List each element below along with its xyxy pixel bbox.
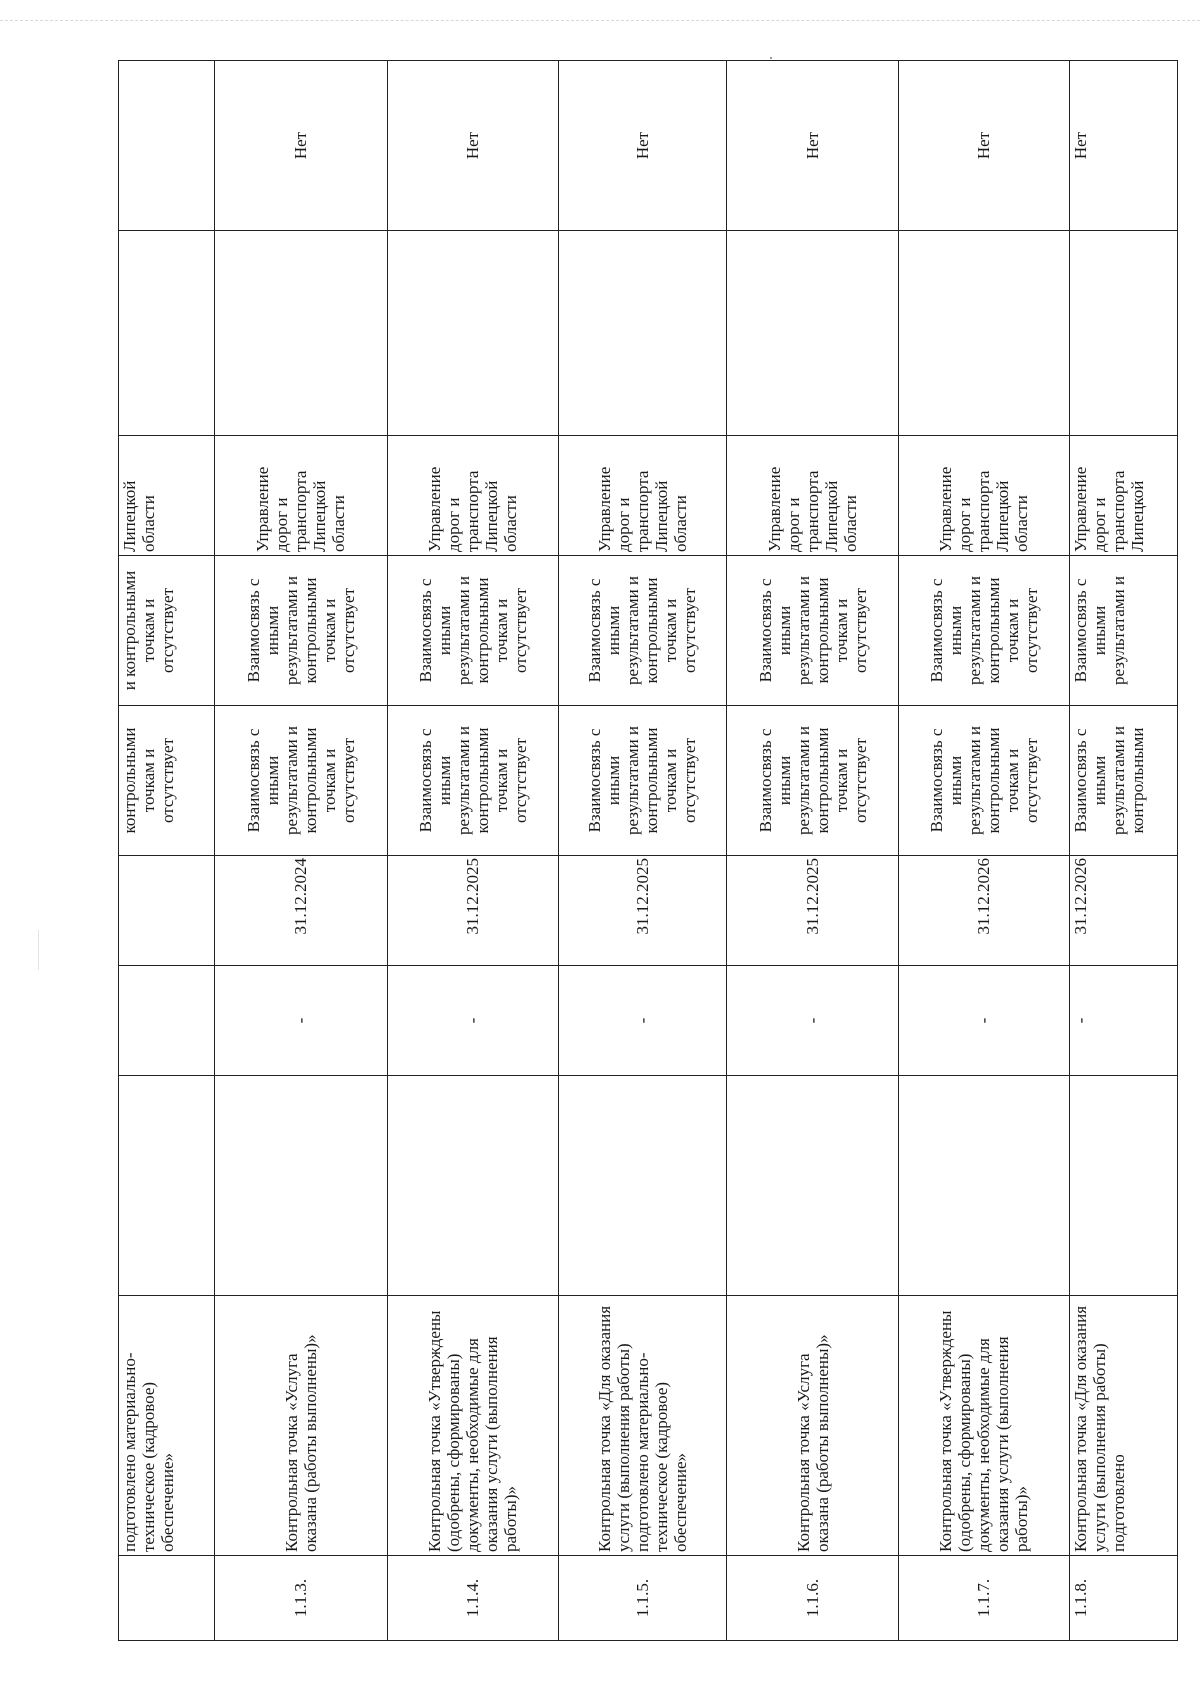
- table-cell-num: 1.1.8.: [1069, 1556, 1177, 1641]
- table-cell-base-value: [1069, 1076, 1177, 1296]
- table-cell-info-system: Нет: [558, 61, 727, 231]
- table-cell-doc: [1069, 231, 1177, 436]
- table-row: [1069, 61, 1177, 1641]
- table-row-continued: [119, 61, 215, 1641]
- table-cell-name: Контрольная точка «Услуга оказана (работы выполнены)»: [214, 1296, 387, 1556]
- table-cell-info-system: Нет: [727, 61, 899, 231]
- table-row: [727, 61, 899, 1641]
- table-cell-info-system: Нет: [387, 61, 558, 231]
- table-cell-link-next: Взаимосвязь с иными результатами и контрольными точкам и отсутствует: [899, 556, 1070, 706]
- table-cell-name: Контрольная точка «Утверждены (одобрены, сформированы) документы, необходимые для оказания услуги (выполнения работы)»: [899, 1296, 1070, 1556]
- table-cell-info-system: [119, 61, 215, 231]
- table-row: [387, 61, 558, 1641]
- table-cell-num: 1.1.6.: [727, 1556, 899, 1641]
- table-cell-date: 31.12.2025: [727, 856, 899, 966]
- table-row: [558, 61, 727, 1641]
- table-cell-num: 1.1.7.: [899, 1556, 1070, 1641]
- table-cell-base-value: [119, 1076, 215, 1296]
- table-cell-base-year: -: [387, 966, 558, 1076]
- table-cell-info-system: Нет: [899, 61, 1070, 231]
- table-cell-base-value: [558, 1076, 727, 1296]
- table-cell-base-year: [119, 966, 215, 1076]
- table-cell-responsible: Управление дорог и транспорта Липецкой области: [387, 436, 558, 556]
- table-cell-num: 1.1.5.: [558, 1556, 727, 1641]
- table-cell-date: 31.12.2024: [214, 856, 387, 966]
- table-cell-link-prev: Взаимосвязь с иными результатами и контрольными точкам и отсутствует: [387, 706, 558, 856]
- table-cell-num: 1.1.3.: [214, 1556, 387, 1641]
- table-cell-link-prev: Взаимосвязь с иными результатами и контрольными точкам и отсутствует: [899, 706, 1070, 856]
- control-points-table: [118, 60, 1178, 1641]
- table-cell-info-system: Нет: [214, 61, 387, 231]
- table-cell-doc: [558, 231, 727, 436]
- table-cell-responsible: Управление дорог и транспорта Липецкой: [1069, 436, 1177, 556]
- table-cell-doc: [214, 231, 387, 436]
- table-cell-responsible: Управление дорог и транспорта Липецкой области: [727, 436, 899, 556]
- table-cell-responsible: Управление дорог и транспорта Липецкой области: [558, 436, 727, 556]
- table-cell-name: Контрольная точка «Утверждены (одобрены, сформированы) документы, необходимые для оказания услуги (выполнения работы)»: [387, 1296, 558, 1556]
- table-cell-name: Контрольная точка «Услуга оказана (работы выполнены)»: [727, 1296, 899, 1556]
- table-cell-doc: [899, 231, 1070, 436]
- table-cell-link-prev: Взаимосвязь с иными результатами и контрольными точкам и отсутствует: [558, 706, 727, 856]
- table-cell-doc: [119, 231, 215, 436]
- table-cell-info-system: Нет: [1069, 61, 1177, 231]
- rotated-table-wrapper: [118, 61, 1178, 1641]
- table-cell-base-value: [214, 1076, 387, 1296]
- table-cell-link-next: и контрольными точкам и отсутствует: [119, 556, 215, 706]
- scan-top-line: [0, 20, 1200, 21]
- table-cell-name: Контрольная точка «Для оказания услуги (выполнения работы) подготовлено материально-техническое (кадровое) обеспечение»: [558, 1296, 727, 1556]
- table-cell-base-year: -: [558, 966, 727, 1076]
- scan-speck: [770, 57, 772, 59]
- table-cell-base-year: -: [214, 966, 387, 1076]
- table-row: [214, 61, 387, 1641]
- table-cell-base-value: [387, 1076, 558, 1296]
- table-cell-num: 1.1.4.: [387, 1556, 558, 1641]
- scan-left-mark: [38, 930, 39, 970]
- table-cell-link-next: Взаимосвязь с иными результатами и контрольными точкам и отсутствует: [558, 556, 727, 706]
- table-cell-link-prev: Взаимосвязь с иными результатами и контрольными точкам и отсутствует: [727, 706, 899, 856]
- table-cell-base-year: -: [727, 966, 899, 1076]
- table-cell-link-prev: Взаимосвязь с иными результатами и контрольными: [1069, 706, 1177, 856]
- table-cell-responsible: Липецкой области: [119, 436, 215, 556]
- table-row: [899, 61, 1070, 1641]
- table-cell-date: [119, 856, 215, 966]
- table-cell-link-prev: Взаимосвязь с иными результатами и контрольными точкам и отсутствует: [214, 706, 387, 856]
- table-cell-link-prev: контрольными точкам и отсутствует: [119, 706, 215, 856]
- table-cell-doc: [727, 231, 899, 436]
- table-body: [214, 61, 1177, 1641]
- table-cell-link-next: Взаимосвязь с иными результатами и контрольными точкам и отсутствует: [387, 556, 558, 706]
- table-cell-responsible: Управление дорог и транспорта Липецкой области: [899, 436, 1070, 556]
- table-cell-num: [119, 1556, 215, 1641]
- table-cell-link-next: Взаимосвязь с иными результатами и: [1069, 556, 1177, 706]
- table-cell-base-year: -: [899, 966, 1070, 1076]
- table-cell-responsible: Управление дорог и транспорта Липецкой области: [214, 436, 387, 556]
- table-cell-date: 31.12.2025: [558, 856, 727, 966]
- table-cell-base-value: [727, 1076, 899, 1296]
- table-cell-doc: [387, 231, 558, 436]
- table-cell-name: подготовлено материально-техническое (кадровое) обеспечение»: [119, 1296, 215, 1556]
- table-cell-base-value: [899, 1076, 1070, 1296]
- table-cell-link-next: Взаимосвязь с иными результатами и контрольными точкам и отсутствует: [727, 556, 899, 706]
- table-cell-name: Контрольная точка «Для оказания услуги (выполнения работы) подготовлено: [1069, 1296, 1177, 1556]
- table-cell-link-next: Взаимосвязь с иными результатами и контрольными точкам и отсутствует: [214, 556, 387, 706]
- table-cell-date: 31.12.2025: [387, 856, 558, 966]
- table-cell-base-year: -: [1069, 966, 1177, 1076]
- table-cell-date: 31.12.2026: [899, 856, 1070, 966]
- table-cell-date: 31.12.2026: [1069, 856, 1177, 966]
